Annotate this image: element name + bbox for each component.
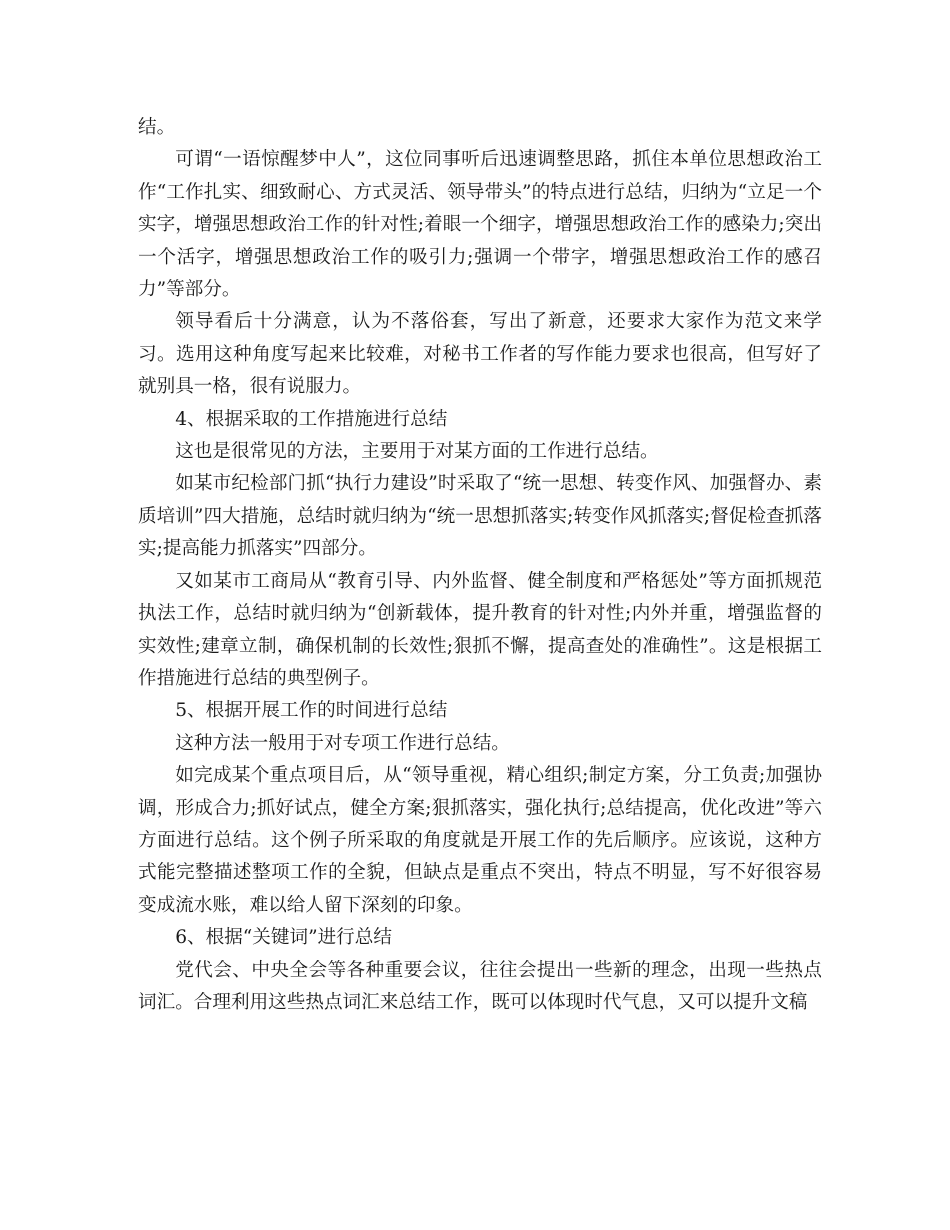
section-heading-6: 6、根据“关键词”进行总结 [175, 927, 392, 949]
paragraph-method-4-intro: 这也是很常见的方法，主要用于对某方面的工作进行总结。 [175, 441, 659, 463]
paragraph-quote-example: 可谓“一语惊醒梦中人”，这位同事听后迅速调整思路，抓住本单位思想政治工作“工作扎实、细致耐心、方式灵活、领导带头”的特点进行总结，归纳为“立足一个实字，增强思想政治工作的针对性;着眼一个细字，增强思想政治工作的感染力;突出一个活字，增强思想政治工作的吸引力;强调一个带字，增强思想政治工作的感召力”等部分。 [138, 149, 822, 301]
paragraph-continuation: 结。 [138, 117, 176, 138]
section-heading-5: 5、根据开展工作的时间进行总结 [175, 700, 448, 722]
paragraph-method-5-intro: 这种方法一般用于对专项工作进行总结。 [175, 732, 510, 754]
paragraph-leader-feedback: 领导看后十分满意，认为不落俗套，写出了新意，还要求大家作为范文来学习。选用这种角度写起来比较难，对秘书工作者的写作能力要求也很高，但写好了就别具一格，很有说服力。 [138, 311, 822, 398]
paragraph-method-5-example: 如完成某个重点项目后，从“领导重视，精心组织;制定方案，分工负责;加强协调，形成合力;抓好试点，健全方案;狠抓落实，强化执行;总结提高，优化改进”等六方面进行总结。这个例子所采取的角度就是开展工作的先后顺序。应该说，这种方式能完整描述整项工作的全貌，但缺点是重点不突出，特点不明显，写不好很容易变成流水账，难以给人留下深刻的印象。 [138, 765, 822, 916]
section-heading-4: 4、根据采取的工作措施进行总结 [175, 408, 448, 430]
paragraph-method-6-intro: 党代会、中央全会等各种重要会议，往往会提出一些新的理念，出现一些热点词汇。合理利用这些热点词汇来总结工作，既可以体现时代气息，又可以提升文稿 [138, 959, 822, 1013]
paragraph-method-4-example-2: 又如某市工商局从“教育引导、内外监督、健全制度和严格惩处”等方面抓规范执法工作，总结时就归纳为“创新载体，提升教育的针对性;内外并重，增强监督的实效性;建章立制，确保机制的长效性;狠抓不懈，提高查处的准确性”。这是根据工作措施进行总结的典型例子。 [138, 570, 822, 689]
paragraph-method-4-example-1: 如某市纪检部门抓“执行力建设”时采取了“统一思想、转变作风、加强督办、素质培训”四大措施，总结时就归纳为“统一思想抓落实;转变作风抓落实;督促检查抓落实;提高能力抓落实”四部分。 [138, 473, 822, 560]
document-page [138, 112, 822, 1019]
